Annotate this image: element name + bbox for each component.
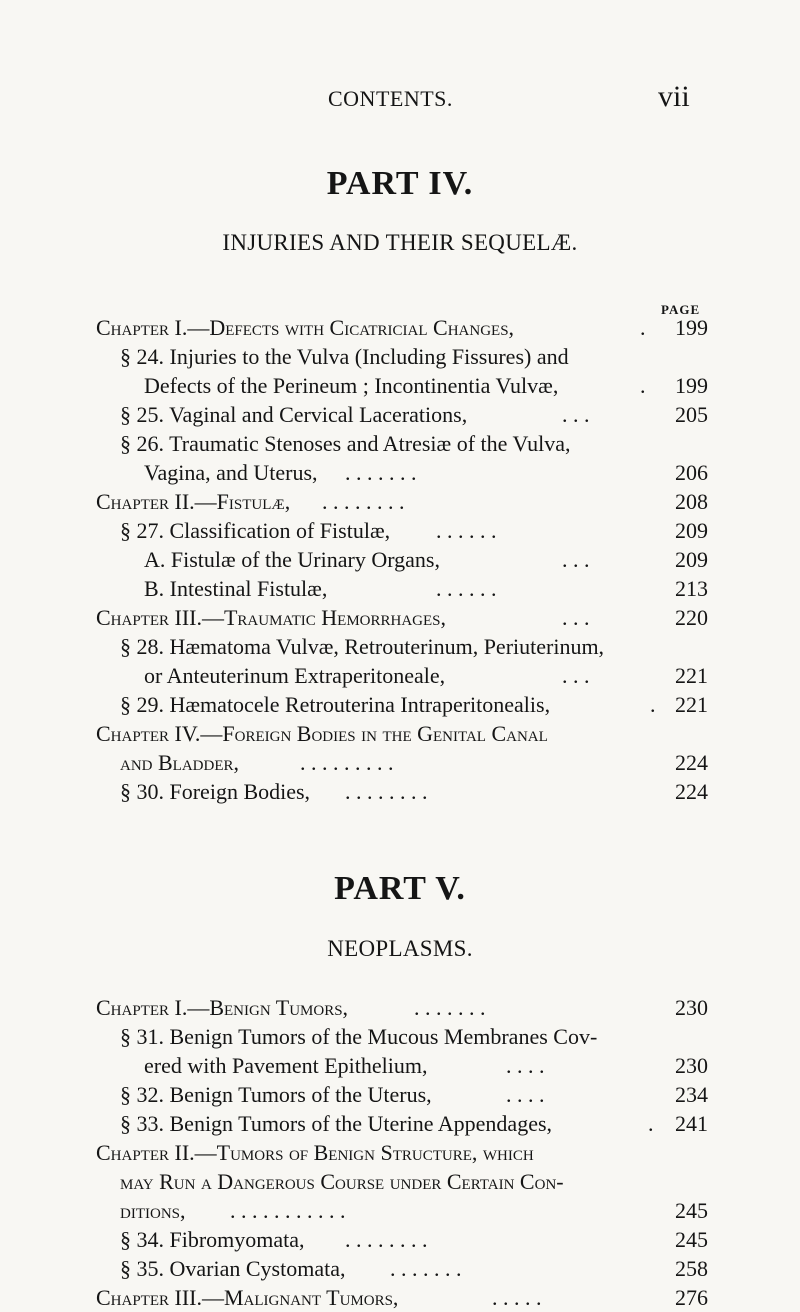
toc-entry-page: 221 xyxy=(675,663,708,688)
part-5-title: PART V. xyxy=(334,870,466,907)
toc-entry-text: § 28. Hæmatoma Vulvæ, Retrouterinum, Periuterinum, xyxy=(120,634,605,659)
toc-entry[interactable] xyxy=(0,690,800,719)
toc-entry-text: Defects of the Perineum ; Incontinentia Vulvæ, xyxy=(144,373,559,398)
toc-entry-page: 206 xyxy=(675,460,708,485)
toc-entry-text: Chapter II.—Tumors of Benign Structure, which xyxy=(96,1140,534,1165)
leader-dots: . xyxy=(650,692,656,717)
leader-dots: . . . . . . xyxy=(436,518,497,543)
running-head xyxy=(0,80,800,120)
toc-entry-text: § 24. Injuries to the Vulva (Including Fissures) and xyxy=(120,344,569,369)
toc-entry-page: 241 xyxy=(675,1111,708,1136)
toc-entry[interactable] xyxy=(0,1283,800,1312)
toc-entry-text: or Anteuterinum Extraperitoneale, xyxy=(144,663,446,688)
toc-entry-page: 258 xyxy=(675,1256,708,1281)
toc-entry[interactable] xyxy=(0,1109,800,1138)
leader-dots: . xyxy=(648,1111,654,1136)
toc-entry[interactable] xyxy=(0,574,800,603)
toc-entry-text: § 27. Classification of Fistulæ, xyxy=(120,518,391,543)
leader-dots: . . . . . . xyxy=(436,576,497,601)
leader-dots: . . . . . xyxy=(492,1285,542,1310)
running-head-title: CONTENTS. xyxy=(328,86,453,111)
toc-entry-page: 208 xyxy=(675,489,708,514)
toc-entry-page: 205 xyxy=(675,402,708,427)
leader-dots: . . . . . . . xyxy=(390,1256,462,1281)
toc-entry-page: 209 xyxy=(675,518,708,543)
toc-entry-page: 220 xyxy=(675,605,708,630)
part-4-toc xyxy=(0,313,800,806)
leader-dots: . . . . xyxy=(506,1053,545,1078)
toc-entry[interactable] xyxy=(0,777,800,806)
toc-entry[interactable] xyxy=(0,313,800,342)
leader-dots: . . . xyxy=(562,663,590,688)
toc-entry-text: § 33. Benign Tumors of the Uterine Appendages, xyxy=(120,1111,553,1136)
toc-entry-text: Chapter I.—Defects with Cicatricial Changes, xyxy=(96,315,515,340)
leader-dots: . xyxy=(640,373,646,398)
toc-entry-page: 245 xyxy=(675,1227,708,1252)
page-column-label: PAGE xyxy=(661,302,701,317)
toc-entry-text: § 30. Foreign Bodies, xyxy=(120,779,311,804)
leader-dots: . . . . . . . . . . . xyxy=(230,1198,346,1223)
leader-dots: . . . xyxy=(562,402,590,427)
toc-entry-text: Chapter IV.—Foreign Bodies in the Genital Canal xyxy=(96,721,548,746)
part-5-toc xyxy=(0,993,800,1312)
toc-entry[interactable] xyxy=(0,632,800,661)
running-head-page-number: vii xyxy=(658,80,690,113)
toc-entry[interactable] xyxy=(0,1167,800,1196)
toc-entry-text: Chapter I.—Benign Tumors, xyxy=(96,995,349,1020)
toc-entry-page: 245 xyxy=(675,1198,708,1223)
leader-dots: . . . . . . . xyxy=(345,460,417,485)
toc-entry[interactable] xyxy=(0,458,800,487)
toc-entry-page: 224 xyxy=(675,750,708,775)
toc-entry-text: B. Intestinal Fistulæ, xyxy=(144,576,328,601)
leader-dots: . . . . . . . . xyxy=(345,1227,428,1252)
toc-entry-text: § 25. Vaginal and Cervical Lacerations, xyxy=(120,402,468,427)
toc-entry[interactable] xyxy=(0,371,800,400)
toc-entry-text: § 29. Hæmatocele Retrouterina Intraperitonealis, xyxy=(120,692,551,717)
toc-entry-page: 213 xyxy=(675,576,708,601)
toc-entry-page: 234 xyxy=(675,1082,708,1107)
leader-dots: . . . . . . . . xyxy=(345,779,428,804)
toc-entry-text: may Run a Dangerous Course under Certain Con- xyxy=(120,1169,564,1194)
toc-entry-text: § 32. Benign Tumors of the Uterus, xyxy=(120,1082,432,1107)
toc-entry[interactable] xyxy=(0,748,800,777)
toc-entry[interactable] xyxy=(0,1138,800,1167)
toc-entry-page: 230 xyxy=(675,1053,708,1078)
toc-entry-page: 224 xyxy=(675,779,708,804)
leader-dots: . . . xyxy=(562,547,590,572)
toc-entry-text: § 26. Traumatic Stenoses and Atresiæ of the Vulva, xyxy=(120,431,571,456)
toc-entry-text: Chapter III.—Traumatic Hemorrhages, xyxy=(96,605,447,630)
toc-entry[interactable] xyxy=(0,719,800,748)
toc-entry-page: 199 xyxy=(675,315,708,340)
toc-entry[interactable] xyxy=(0,1022,800,1051)
toc-entry-text: ered with Pavement Epithelium, xyxy=(144,1053,428,1078)
leader-dots: . . . . . . . xyxy=(414,995,486,1020)
toc-entry[interactable] xyxy=(0,342,800,371)
toc-entry-page: 230 xyxy=(675,995,708,1020)
toc-entry[interactable] xyxy=(0,545,800,574)
leader-dots: . . . xyxy=(562,605,590,630)
toc-entry[interactable] xyxy=(0,1225,800,1254)
toc-entry[interactable] xyxy=(0,1196,800,1225)
leader-dots: . . . . . . . . . xyxy=(300,750,394,775)
toc-entry[interactable] xyxy=(0,1080,800,1109)
toc-entry-page: 276 xyxy=(675,1285,708,1310)
part-4-subtitle: INJURIES AND THEIR SEQUELÆ. xyxy=(222,230,578,255)
toc-entry[interactable] xyxy=(0,400,800,429)
toc-entry[interactable] xyxy=(0,487,800,516)
toc-entry[interactable] xyxy=(0,1051,800,1080)
leader-dots: . . . . xyxy=(506,1082,545,1107)
toc-entry-text: § 34. Fibromyomata, xyxy=(120,1227,305,1252)
toc-entry-page: 221 xyxy=(675,692,708,717)
toc-entry-text: Chapter II.—Fistulæ, xyxy=(96,489,291,514)
toc-entry[interactable] xyxy=(0,516,800,545)
toc-entry-text: ditions, xyxy=(120,1198,186,1223)
toc-entry[interactable] xyxy=(0,1254,800,1283)
toc-entry-page: 199 xyxy=(675,373,708,398)
toc-entry-text: § 31. Benign Tumors of the Mucous Membranes Cov- xyxy=(120,1024,598,1049)
toc-entry[interactable] xyxy=(0,661,800,690)
toc-entry-text: § 35. Ovarian Cystomata, xyxy=(120,1256,346,1281)
toc-entry[interactable] xyxy=(0,603,800,632)
part-4-title: PART IV. xyxy=(326,165,474,202)
toc-entry-text: and Bladder, xyxy=(120,750,239,775)
toc-entry-text: Chapter III.—Malignant Tumors, xyxy=(96,1285,399,1310)
leader-dots: . . . . . . . . xyxy=(322,489,405,514)
part-5-subtitle: NEOPLASMS. xyxy=(327,936,473,961)
toc-entry-text: A. Fistulæ of the Urinary Organs, xyxy=(144,547,440,572)
toc-entry[interactable] xyxy=(0,993,800,1022)
toc-entry[interactable] xyxy=(0,429,800,458)
leader-dots: . xyxy=(640,315,646,340)
toc-entry-text: Vagina, and Uterus, xyxy=(144,460,318,485)
toc-entry-page: 209 xyxy=(675,547,708,572)
